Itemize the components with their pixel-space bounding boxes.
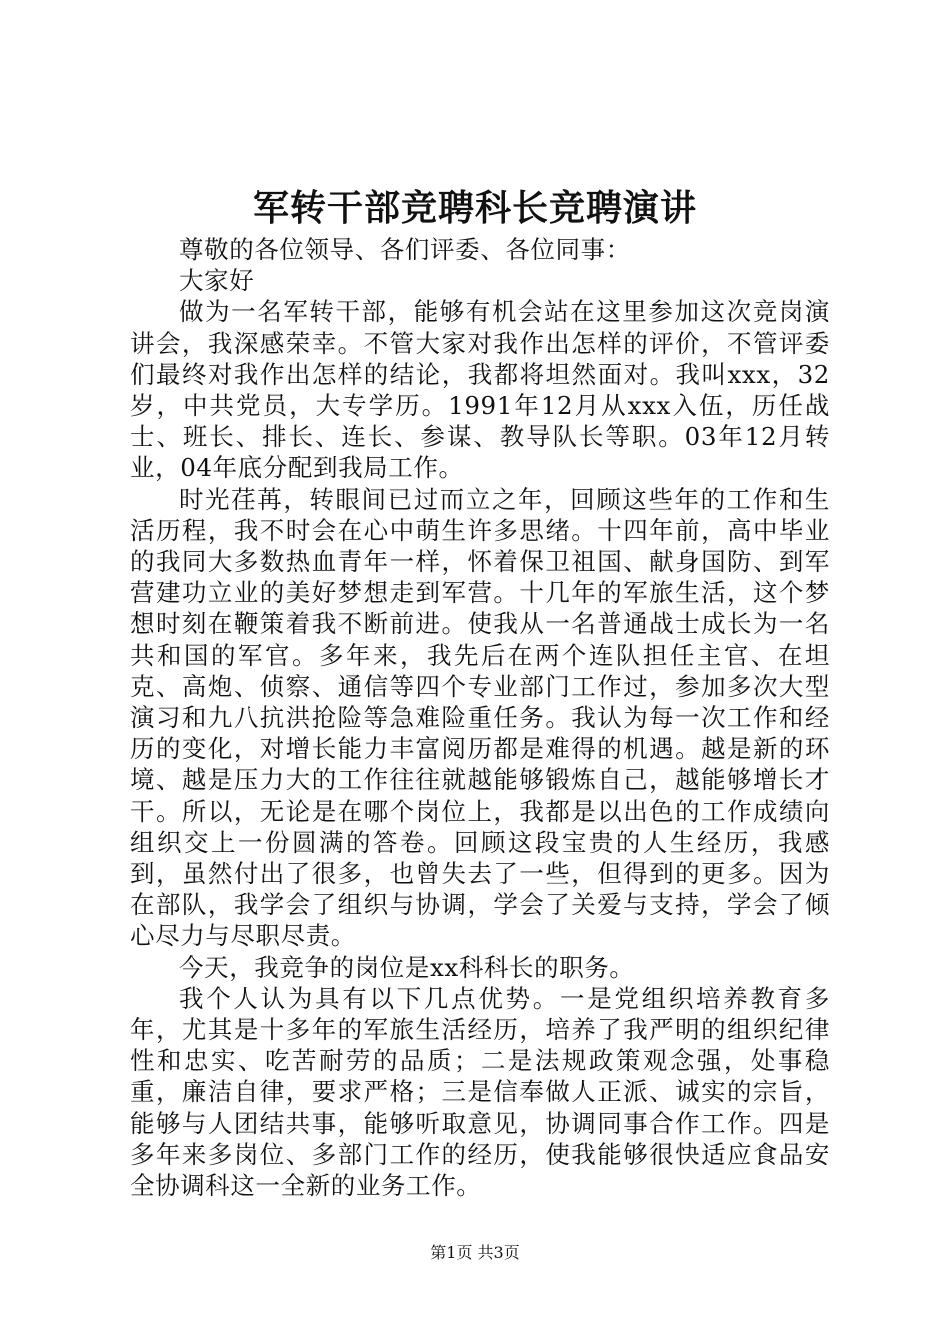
experience-paragraph: 时光荏苒，转眼间已过而立之年，回顾这些年的工作和生活历程，我不时会在心中萌生许多思绪。十四年前，高中毕业的我同大多数热血青年一样，怀着保卫祖国、献身国防、到军营建功立业的美好梦想走到军营。十几年的军旅生活，这个梦想时刻在鞭策着我不断前进。使我从一名普通战士成长为一名共和国的军官。多年来，我先后在两个连队担任主官、在坦克、高炮、侦察、通信等四个专业部门工作过，参加多次大型演习和九八抗洪抢险等急难险重任务。我认为每一次工作和经历的变化，对增长能力丰富阅历都是难得的机遇。越是新的环境、越是压力大的工作往往就越能够锻炼自己，越能够增长才干。所以，无论是在哪个岗位上，我都是以出色的工作成绩向组织交上一份圆满的答卷。回顾这段宝贵的人生经历，我感到，虽然付出了很多，也曾失去了一些，但得到的更多。因为在部队，我学会了组织与协调，学会了关爱与支持，学会了倾心尽力与尽职尽责。 bbox=[130, 484, 830, 951]
position-paragraph: 今天，我竞争的岗位是xx科科长的职务。 bbox=[179, 952, 635, 982]
page-footer: 第1页 共3页 bbox=[430, 1243, 520, 1262]
introduction-paragraph: 做为一名军转干部，能够有机会站在这里参加这次竞岗演讲会，我深感荣幸。不管大家对我作出怎样的评价，不管评委们最终对我作出怎样的结论，我都将坦然面对。我叫xxx，32岁，中共党员，大专学历。1991年12月从xxx入伍，历任战士、班长、排长、连长、参谋、教导队长等职。03年12月转业，04年底分配到我局工作。 bbox=[130, 297, 830, 483]
document-body bbox=[130, 234, 830, 1201]
salutation-paragraph: 尊敬的各位领导、各们评委、各位同事： bbox=[179, 235, 631, 264]
greeting-paragraph: 大家好 bbox=[179, 266, 255, 296]
advantages-paragraph: 我个人认为具有以下几点优势。一是党组织培养教育多年，尤其是十多年的军旅生活经历，培养了我严明的组织纪律性和忠实、吃苦耐劳的品质；二是法规政策观念强，处事稳重，廉洁自律，要求严格；三是信奉做人正派、诚实的宗旨，能够与人团结共事，能够听取意见，协调同事合作工作。四是多年来多岗位、多部门工作的经历，使我能够很快适应食品安全协调科这一全新的业务工作。 bbox=[130, 983, 830, 1201]
document-title: 军转干部竞聘科长竞聘演讲 bbox=[252, 187, 697, 229]
